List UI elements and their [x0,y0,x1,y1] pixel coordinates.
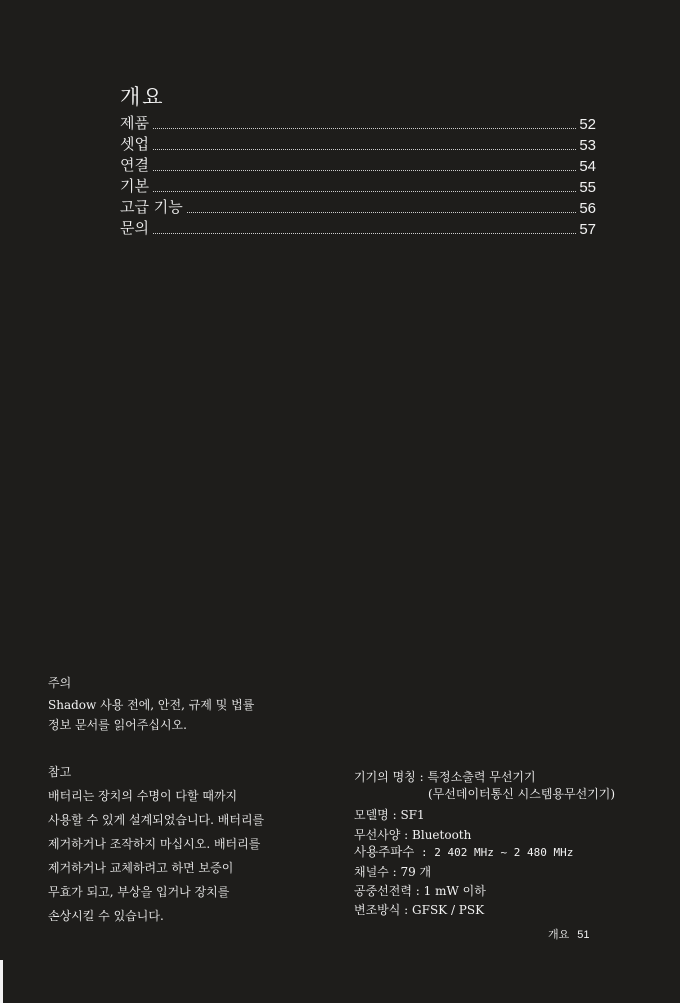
note-block [48,760,264,928]
toc-leader-dots [153,169,576,171]
toc-item-label: 기본 [120,177,149,195]
toc-item-page: 54 [579,158,596,175]
device-name: 기기의 명칭 : 특정소출력 무선기기 [354,770,536,784]
note-line: 무효가 되고, 부상을 입거나 장치를 [48,885,230,899]
device-spec: 무선사양 : Bluetooth [354,828,472,842]
caution-line: 정보 문서를 읽어주십시오. [48,718,187,732]
toc-item-connect[interactable] [120,154,596,175]
frequency-value: : 2 402 MHz ~ 2 480 MHz [414,846,574,859]
table-of-contents [120,84,596,238]
toc-item-contact[interactable] [120,217,596,238]
toc-item-basics[interactable] [120,175,596,196]
toc-item-page: 53 [579,137,596,154]
toc-item-page: 55 [579,179,596,196]
device-info-block [354,769,615,919]
caution-heading: 주의 [48,676,72,690]
toc-item-setup[interactable] [120,133,596,154]
device-name-sub: (무선데이터통신 시스템용무선기기) [428,787,616,801]
toc-item-label: 셋업 [120,135,149,153]
frequency-label: 사용주파수 [354,845,415,859]
toc-title: 개요 [120,85,165,109]
page-footer [548,926,590,942]
note-line: 제거하거나 교체하려고 하면 보증이 [48,861,234,875]
toc-item-page: 57 [579,221,596,238]
toc-item-page: 52 [579,116,596,133]
toc-leader-dots [153,148,576,150]
device-model: 모델명 : SF1 [354,808,425,822]
note-line: 손상시킬 수 있습니다. [48,909,164,923]
note-line: 사용할 수 있게 설계되었습니다. 배터리를 [48,813,265,827]
toc-item-label: 연결 [120,156,149,174]
toc-item-product[interactable] [120,112,596,133]
toc-item-advanced[interactable] [120,196,596,217]
footer-section: 개요 [548,928,570,941]
note-line: 제거하거나 조작하지 마십시오. 배터리를 [48,837,261,851]
toc-leader-dots [153,127,576,129]
toc-item-label: 고급 기능 [120,198,183,216]
device-frequency [354,844,615,861]
page-edge-mark [0,960,3,1003]
toc-item-page: 56 [579,200,596,217]
footer-page-number: 51 [577,929,590,941]
caution-line: Shadow 사용 전에, 안전, 규제 및 법률 [48,698,255,712]
caution-notice [48,673,254,735]
device-modulation: 변조방식 : GFSK / PSK [354,903,485,917]
device-power: 공중선전력 : 1 mW 이하 [354,884,486,898]
device-channels: 채널수 : 79 개 [354,865,432,879]
toc-leader-dots [153,232,576,234]
toc-leader-dots [153,190,576,192]
toc-item-label: 문의 [120,219,149,237]
note-heading: 참고 [48,765,72,779]
toc-item-label: 제품 [120,114,149,132]
toc-leader-dots [187,211,577,213]
note-line: 배터리는 장치의 수명이 다할 때까지 [48,789,238,803]
